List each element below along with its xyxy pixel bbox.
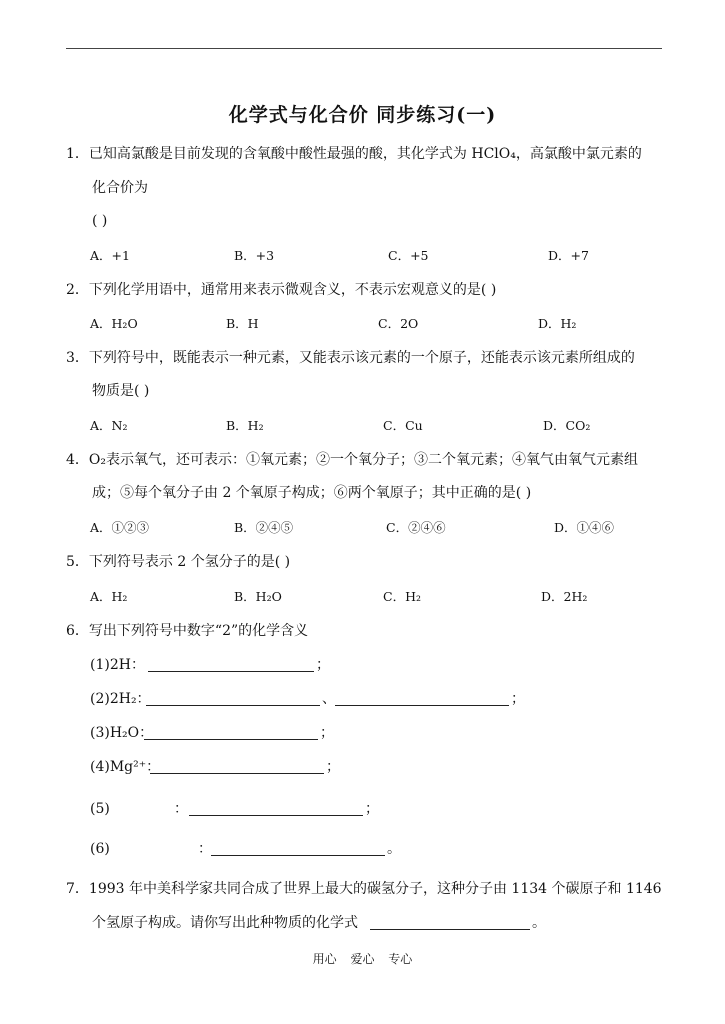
q5-option-a: A．H₂ xyxy=(90,589,128,604)
q1-option-d: D．+7 xyxy=(548,248,589,263)
q7-period: 。 xyxy=(532,915,546,931)
q6-item-2-semicolon: ； xyxy=(511,691,525,707)
question-7-line-2: 个氢原子构成。请你写出此种物质的化学式 xyxy=(92,915,358,931)
question-3-line-2: 物质是( ) xyxy=(92,383,150,399)
q1-option-a: A．+1 xyxy=(90,248,130,263)
q5-option-d: D．2H₂ xyxy=(541,589,588,604)
question-2-line-1: 2．下列化学用语中，通常用来表示微观含义，不表示宏观意义的是( ) xyxy=(66,282,497,298)
q6-item-4-semicolon: ； xyxy=(326,759,340,775)
q6-item-3-label: (3)H₂O： xyxy=(90,725,154,741)
q6-item-5-blank[interactable] xyxy=(189,815,363,816)
q6-item-5-colon: ： xyxy=(174,801,188,817)
q2-option-c: C．2O xyxy=(378,316,419,331)
q6-item-5-label: (5) xyxy=(90,801,110,817)
page-title: 化学式与化合价 同步练习(一) xyxy=(228,104,497,126)
page-footer: 用心 爱心 专心 xyxy=(312,952,413,966)
q5-option-b: B．H₂O xyxy=(234,589,282,604)
question-5-line-1: 5．下列符号表示 2 个氢分子的是( ) xyxy=(66,554,291,570)
q6-item-1-blank[interactable] xyxy=(148,671,314,672)
q6-item-2-blank-a[interactable] xyxy=(146,705,320,706)
q6-item-3-blank[interactable] xyxy=(144,739,318,740)
q4-option-d: D．①④⑥ xyxy=(554,520,615,535)
q3-option-c: C．Cu xyxy=(383,418,423,433)
q6-item-6-period: 。 xyxy=(387,841,401,857)
q6-item-6-label: (6) xyxy=(90,841,110,857)
q3-option-d: D．CO₂ xyxy=(543,418,591,433)
question-7-line-1: 7．1993 年中美科学家共同合成了世界上最大的碳氢分子，这种分子由 1134 个碳原子和 1146 xyxy=(66,881,662,897)
q3-option-a: A．N₂ xyxy=(90,418,128,433)
q6-item-4-blank[interactable] xyxy=(150,773,324,774)
question-4-line-1: 4．O₂表示氧气，还可表示：①氧元素；②一个氧分子；③二个氧元素；④氧气由氧气元素组 xyxy=(66,452,638,468)
q6-item-1-label: (1)2H： xyxy=(90,657,145,673)
q6-item-5-semicolon: ； xyxy=(365,801,379,817)
q5-option-c: C．H₂ xyxy=(383,589,421,604)
q2-option-a: A．H₂O xyxy=(90,316,138,331)
question-1-line-1: 1．已知高氯酸是目前发现的含氧酸中酸性最强的酸，其化学式为 HClO₄，高氯酸中氯元素的 xyxy=(66,146,642,162)
q1-option-c: C．+5 xyxy=(388,248,429,263)
header-rule xyxy=(66,48,662,49)
q6-item-4-label: (4)Mg²⁺： xyxy=(90,759,161,775)
q6-item-2-label: (2)2H₂： xyxy=(90,691,151,707)
question-1-line-2: 化合价为 xyxy=(92,180,148,196)
q7-formula-blank[interactable] xyxy=(370,929,530,930)
q6-item-6-colon: ： xyxy=(198,841,212,857)
q2-option-b: B．H xyxy=(226,316,259,331)
q4-option-b: B．②④⑤ xyxy=(234,520,294,535)
q3-option-b: B．H₂ xyxy=(226,418,264,433)
question-4-line-2: 成；⑤每个氧分子由 2 个氧原子构成；⑥两个氧原子；其中正确的是( ) xyxy=(92,485,532,501)
q6-item-2-blank-b[interactable] xyxy=(335,705,509,706)
q2-option-d: D．H₂ xyxy=(538,316,577,331)
q4-option-a: A．①②③ xyxy=(90,520,150,535)
q1-option-b: B．+3 xyxy=(234,248,275,263)
question-6-line-1: 6．写出下列符号中数字“2”的化学含义 xyxy=(66,623,309,639)
q6-item-3-semicolon: ； xyxy=(320,725,334,741)
q6-item-1-semicolon: ； xyxy=(316,657,330,673)
q6-item-2-separator: 、 xyxy=(322,691,336,707)
q6-item-6-blank[interactable] xyxy=(211,855,385,856)
question-3-line-1: 3．下列符号中，既能表示一种元素，又能表示该元素的一个原子，还能表示该元素所组成的 xyxy=(66,350,635,366)
question-1-answer-paren: ( ) xyxy=(92,213,108,229)
q4-option-c: C．②④⑥ xyxy=(386,520,446,535)
